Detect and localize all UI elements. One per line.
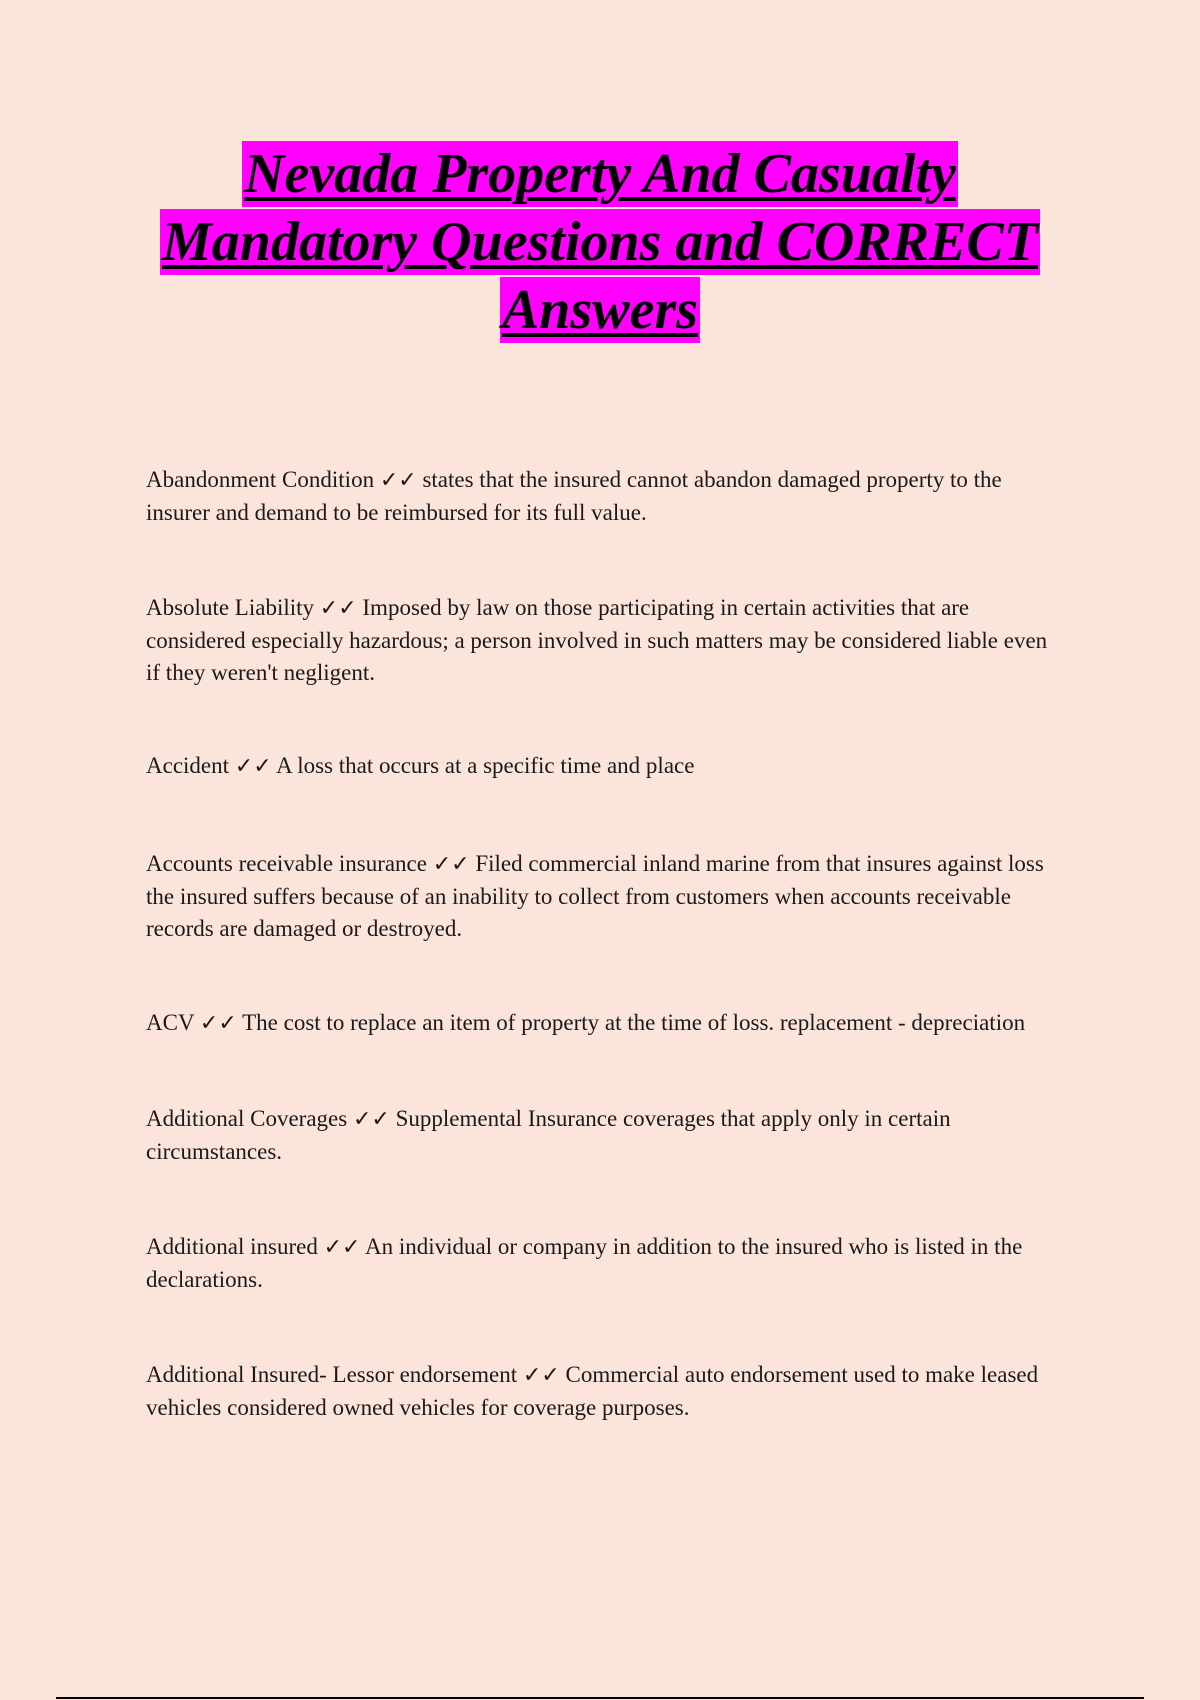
document-title xyxy=(100,140,1100,344)
double-check-icon: ✓✓ xyxy=(319,596,357,621)
glossary-entry xyxy=(146,1103,1066,1168)
entry-term: Additional Coverages xyxy=(146,1106,348,1131)
entry-definition: Supplemental Insurance coverages that apply only in certain circumstances. xyxy=(146,1106,951,1164)
title-line-2: Mandatory Questions and CORRECT xyxy=(162,211,1038,273)
entry-definition: Filed commercial inland marine from that insures against loss the insured suffers because of an inability to collect from customers when accounts receivable records are damaged or destroyed. xyxy=(146,851,1044,941)
glossary-entry xyxy=(146,1007,1066,1040)
double-check-icon: ✓✓ xyxy=(199,1011,237,1036)
double-check-icon: ✓✓ xyxy=(522,1363,560,1388)
entry-term: ACV xyxy=(146,1010,195,1035)
double-check-icon: ✓✓ xyxy=(432,852,470,877)
entry-definition: An individual or company in addition to the insured who is listed in the declarations. xyxy=(146,1234,1023,1292)
glossary-list xyxy=(146,464,1066,1424)
footer-divider xyxy=(56,1697,1144,1699)
entry-definition: Commercial auto endorsement used to make leased vehicles considered owned vehicles for coverage purposes. xyxy=(146,1362,1039,1420)
entry-definition: Imposed by law on those participating in certain activities that are considered especially hazardous; a person involved in such matters may be considered liable even if they weren't negligent. xyxy=(146,595,1048,685)
double-check-icon: ✓✓ xyxy=(323,1235,361,1260)
entry-definition: states that the insured cannot abandon damaged property to the insurer and demand to be reimbursed for its full value. xyxy=(146,467,1002,525)
entry-definition: A loss that occurs at a specific time and place xyxy=(276,753,695,778)
entry-term: Accounts receivable insurance xyxy=(146,851,427,876)
entry-definition: The cost to replace an item of property at the time of loss. replacement - depreciation xyxy=(242,1010,1026,1035)
title-line-1: Nevada Property And Casualty xyxy=(244,143,956,205)
double-check-icon: ✓✓ xyxy=(379,468,417,493)
double-check-icon: ✓✓ xyxy=(234,754,272,779)
entry-term: Additional insured xyxy=(146,1234,318,1259)
entry-term: Abandonment Condition xyxy=(146,467,375,492)
glossary-entry xyxy=(146,750,1066,783)
title-line-3: Answers xyxy=(501,279,699,341)
entry-term: Accident xyxy=(146,753,230,778)
double-check-icon: ✓✓ xyxy=(352,1107,390,1132)
entry-term: Additional Insured- Lessor endorsement xyxy=(146,1362,518,1387)
glossary-entry xyxy=(146,1231,1066,1296)
glossary-entry xyxy=(146,848,1066,945)
glossary-entry xyxy=(146,592,1066,689)
glossary-entry xyxy=(146,464,1066,529)
glossary-entry xyxy=(146,1359,1066,1424)
entry-term: Absolute Liability xyxy=(146,595,315,620)
